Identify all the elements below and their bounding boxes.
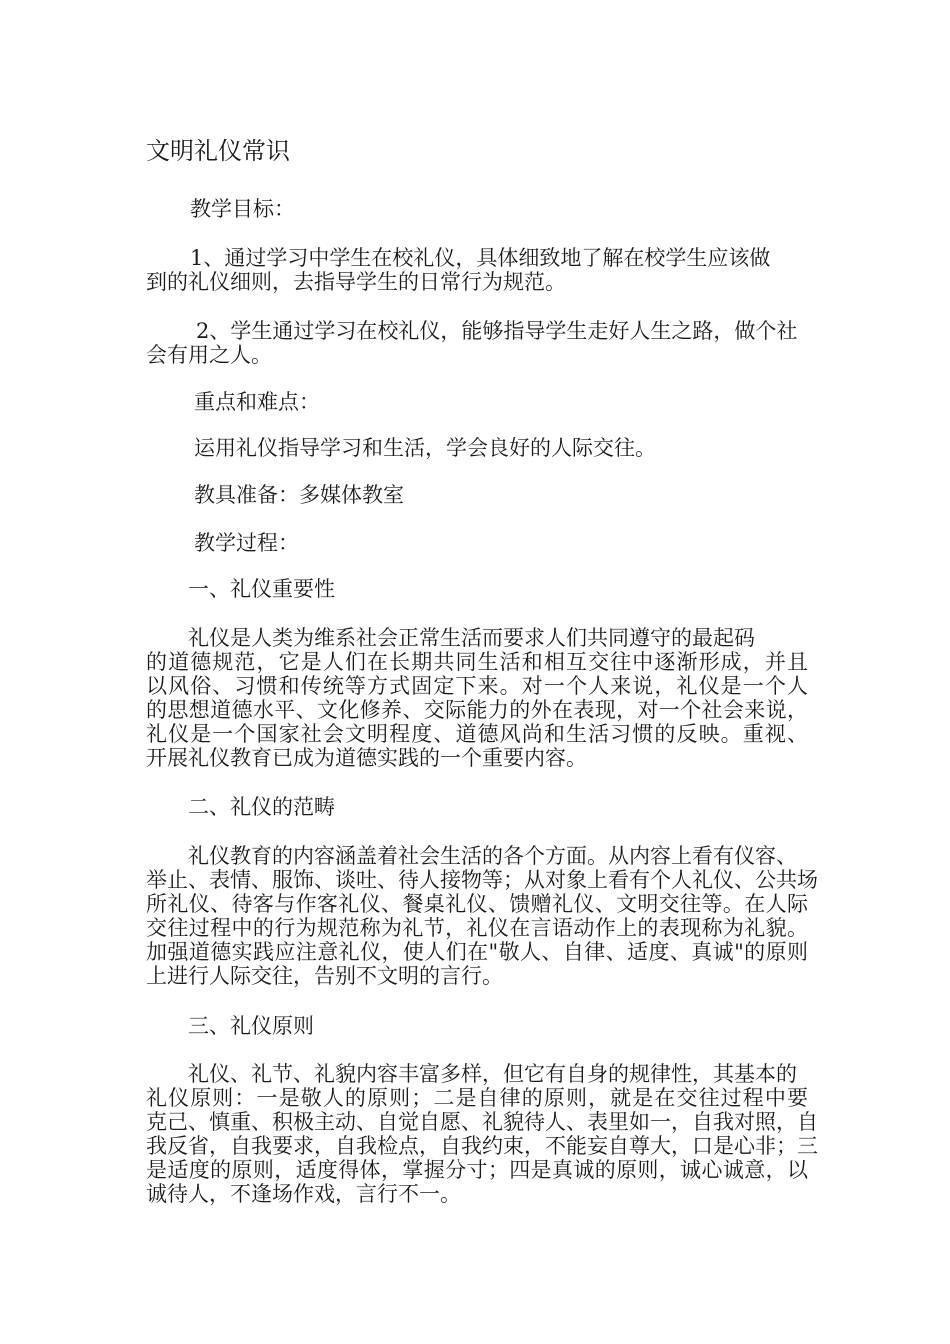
- objective-2-line-2: 会有用之人。: [146, 343, 272, 367]
- section-1-line: 礼仪是人类为维系社会正常生活而要求人们共同遵守的最起码: [188, 626, 755, 650]
- key-points-text: 运用礼仪指导学习和生活，学会良好的人际交往。: [194, 436, 656, 460]
- section-3-line: 是适度的原则，适度得体，掌握分寸；四是真诚的原则，诚心诚意，以: [146, 1158, 808, 1182]
- section-2-line: 礼仪教育的内容涵盖着社会生活的各个方面。从内容上看有仪容、: [188, 844, 797, 868]
- section-3-line: 礼仪、礼节、礼貌内容丰富多样，但它有自身的规律性，其基本的: [188, 1062, 797, 1086]
- section-2-line: 所礼仪、待客与作客礼仪、餐桌礼仪、馈赠礼仪、文明交往等。在人际: [146, 892, 808, 916]
- objective-1-line-2: 到的礼仪细则，去指导学生的日常行为规范。: [146, 270, 566, 294]
- section-2-line: 上进行人际交往，告别不文明的言行。: [146, 964, 503, 988]
- section-2-heading: 二、礼仪的范畴: [188, 795, 335, 819]
- section-1-line: 的思想道德水平、文化修养、交际能力的外在表现，对一个社会来说，: [146, 698, 808, 722]
- section-3-line: 克己、慎重、积极主动、自觉自愿、礼貌待人、表里如一，自我对照，自: [146, 1110, 818, 1134]
- section-2-line: 交往过程中的行为规范称为礼节，礼仪在言语动作上的表现称为礼貌。: [146, 916, 808, 940]
- section-3-heading: 三、礼仪原则: [188, 1014, 314, 1038]
- objective-2-line-1: 2、学生通过学习在校礼仪，能够指导学生走好人生之路，做个社: [196, 319, 798, 343]
- section-2-line: 举止、表情、服饰、谈吐、待人接物等；从对象上看有个人礼仪、公共场: [146, 868, 818, 892]
- process-heading: 教学过程：: [194, 531, 299, 555]
- section-1-line: 礼仪是一个国家社会文明程度、道德风尚和生活习惯的反映。重视、: [146, 722, 808, 746]
- section-3-line: 礼仪原则：一是敬人的原则；二是自律的原则，就是在交往过程中要: [146, 1086, 808, 1110]
- objective-1-line-1: 1、通过学习中学生在校礼仪，具体细致地了解在校学生应该做: [190, 246, 771, 270]
- key-points-heading: 重点和难点：: [194, 390, 320, 414]
- section-1-line: 的道德规范，它是人们在长期共同生活和相互交往中逐渐形成，并且: [146, 650, 808, 674]
- section-1-line: 以风俗、习惯和传统等方式固定下来。对一个人来说，礼仪是一个人: [146, 674, 808, 698]
- materials-text: 教具准备：多媒体教室: [194, 483, 404, 507]
- section-1-line: 开展礼仪教育已成为道德实践的一个重要内容。: [146, 746, 587, 770]
- section-3-line: 我反省，自我要求，自我检点，自我约束，不能妄自尊大，口是心非；三: [146, 1134, 818, 1158]
- section-2-line: 加强道德实践应注意礼仪，使人们在"敬人、自律、适度、真诚"的原则: [146, 940, 808, 964]
- objectives-heading: 教学目标：: [190, 197, 295, 221]
- section-1-heading: 一、礼仪重要性: [188, 577, 335, 601]
- section-3-line: 诚待人，不逢场作戏，言行不一。: [146, 1182, 461, 1206]
- document-title: 文明礼仪常识: [146, 137, 290, 165]
